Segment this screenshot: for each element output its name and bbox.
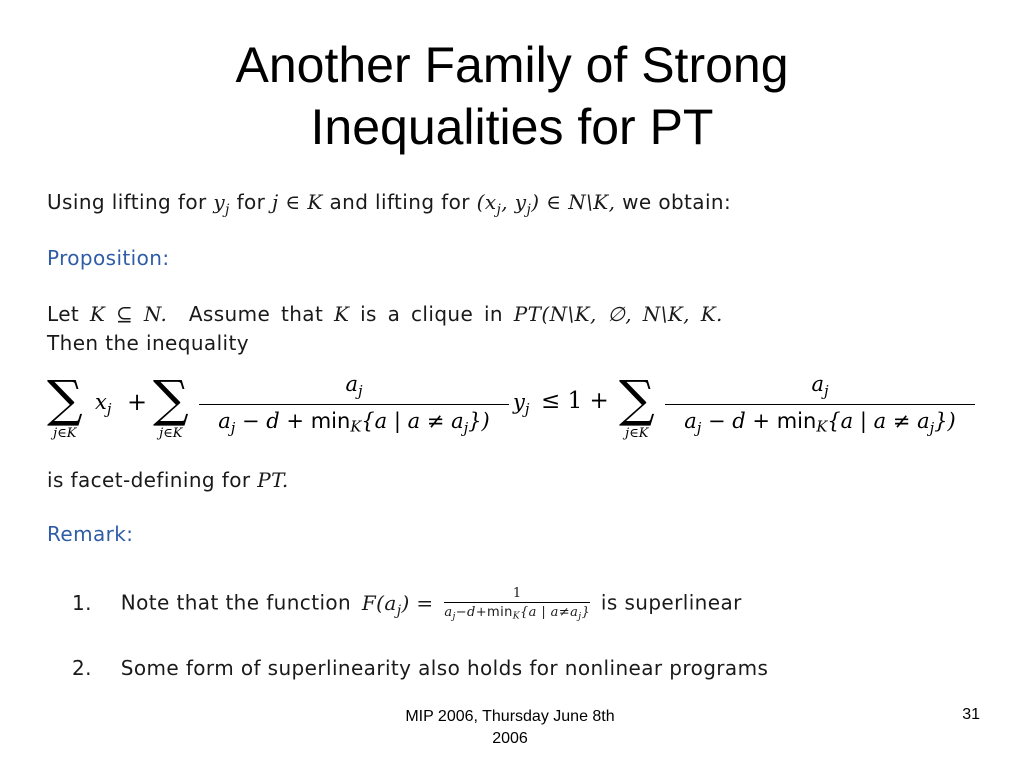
remark-1-text-2: is superlinear <box>600 590 742 615</box>
den2-k: K <box>816 418 828 436</box>
den2-a: a <box>684 409 697 434</box>
den2-mid: − d + <box>701 409 777 434</box>
then-line: Then the inequality <box>47 331 249 355</box>
slide-title-line-2: Inequalities for PT <box>310 99 714 155</box>
let-text-1: Let <box>47 302 80 326</box>
footer-event <box>320 706 700 750</box>
fraction-1 <box>199 372 509 437</box>
remark-1-fraction <box>444 586 590 622</box>
intro-pair-end: ) ∈ N\K, <box>531 190 616 214</box>
remark-1-f-sub: j <box>396 602 402 619</box>
intro-pair-sub-1: j <box>496 201 502 218</box>
proposition-label: Proposition: <box>47 246 170 270</box>
let-math-3: PT(N\K, ∅, N\K, K. <box>513 302 723 326</box>
intro-text-2: for <box>236 190 266 214</box>
fraction-1-denominator <box>199 404 509 437</box>
den-a-sub: j <box>230 420 236 438</box>
plus-1: + <box>127 388 148 416</box>
den2-end: }) <box>934 409 956 434</box>
num2-a: a <box>811 372 824 396</box>
fraction-2 <box>665 372 975 437</box>
remark-item-1 <box>72 586 742 622</box>
remark-2-number: 2. <box>72 656 92 680</box>
slide-title-line-1: Another Family of Strong <box>235 37 789 93</box>
intro-line <box>47 190 731 218</box>
rden-min: min <box>487 605 513 620</box>
num2-a-sub: j <box>823 383 829 401</box>
rden-mid: −d+ <box>455 605 488 620</box>
remark-2-text: Some form of superlinearity also holds for nonlinear programs <box>120 656 769 680</box>
intro-text-1: Using lifting for <box>47 190 207 214</box>
leq-one-plus: ≤ 1 + <box>541 388 609 414</box>
footer-event-line-1: MIP 2006, Thursday June 8th <box>405 708 615 725</box>
intro-pair-sub-2: j <box>526 201 532 218</box>
footer-event-line-2: 2006 <box>492 730 528 747</box>
den2-min: min <box>776 409 817 434</box>
den2-set: {a | a ≠ a <box>827 409 930 434</box>
remark-1-f: F(a <box>361 590 397 615</box>
let-math-2: K <box>333 302 350 326</box>
den-a: a <box>218 409 231 434</box>
rden-set: {a | a≠a <box>519 605 579 620</box>
intro-text-4: we obtain: <box>622 190 732 214</box>
rden-a: a <box>444 605 453 620</box>
intro-pair-mid: , y <box>501 190 527 214</box>
den-mid: − d + <box>235 409 311 434</box>
den-k: K <box>350 418 362 436</box>
den-min: min <box>310 409 351 434</box>
remark-1-f-end: ) = <box>401 590 434 615</box>
intro-pair-open: (x <box>476 190 497 214</box>
remark-item-2 <box>72 656 768 680</box>
let-line <box>47 302 723 326</box>
rden-end: } <box>581 605 591 620</box>
intro-sub-j: j <box>225 201 230 218</box>
den-end: }) <box>468 409 490 434</box>
var-x: x <box>95 390 107 414</box>
var-y-sub: j <box>524 401 530 419</box>
remark-1-text: Note that the function <box>120 590 352 615</box>
intro-var-y: y <box>213 190 226 214</box>
den-set: {a | a ≠ a <box>361 409 464 434</box>
var-y: y <box>513 390 525 414</box>
let-text-2: Assume that <box>188 302 324 326</box>
sum-3 <box>619 370 655 441</box>
facet-math: PT. <box>257 468 289 492</box>
fraction-1-numerator <box>199 372 509 404</box>
den2-set-sub: j <box>929 420 935 438</box>
rden-set-sub: j <box>578 612 582 623</box>
sigma-1: ∑ <box>47 370 83 428</box>
num-a: a <box>345 372 358 396</box>
fraction-2-numerator <box>665 372 975 404</box>
remark-1-numerator: 1 <box>512 586 522 601</box>
den2-a-sub: j <box>696 420 702 438</box>
sum-3-limit: j∈K <box>625 426 649 441</box>
facet-text: is facet-defining for <box>47 468 251 492</box>
remark-label: Remark: <box>47 522 134 546</box>
remark-1-denominator <box>444 602 590 622</box>
sigma-2: ∑ <box>153 370 189 428</box>
rden-k: K <box>512 611 520 622</box>
sum-2-limit: j∈K <box>159 426 183 441</box>
let-math-1: K ⊆ N. <box>89 302 168 326</box>
rden-a-sub: j <box>452 612 456 623</box>
slide-title <box>0 34 1024 158</box>
sum-1 <box>47 370 83 441</box>
page-number: 31 <box>962 706 980 723</box>
let-text-3: is a clique in <box>360 302 503 326</box>
facet-line <box>47 468 289 492</box>
den-set-sub: j <box>463 420 469 438</box>
facet-inequality <box>47 372 987 452</box>
var-x-sub: j <box>106 401 112 419</box>
intro-j-in-k: j ∈ K <box>272 190 323 214</box>
intro-text-3: and lifting for <box>329 190 470 214</box>
term-y-j <box>513 390 529 418</box>
remark-1-number: 1. <box>72 590 92 615</box>
sum-2 <box>153 370 189 441</box>
term-x-j <box>95 390 111 418</box>
sigma-3: ∑ <box>619 370 655 428</box>
sum-1-limit: j∈K <box>53 426 77 441</box>
num-a-sub: j <box>357 383 363 401</box>
fraction-2-denominator <box>665 404 975 437</box>
